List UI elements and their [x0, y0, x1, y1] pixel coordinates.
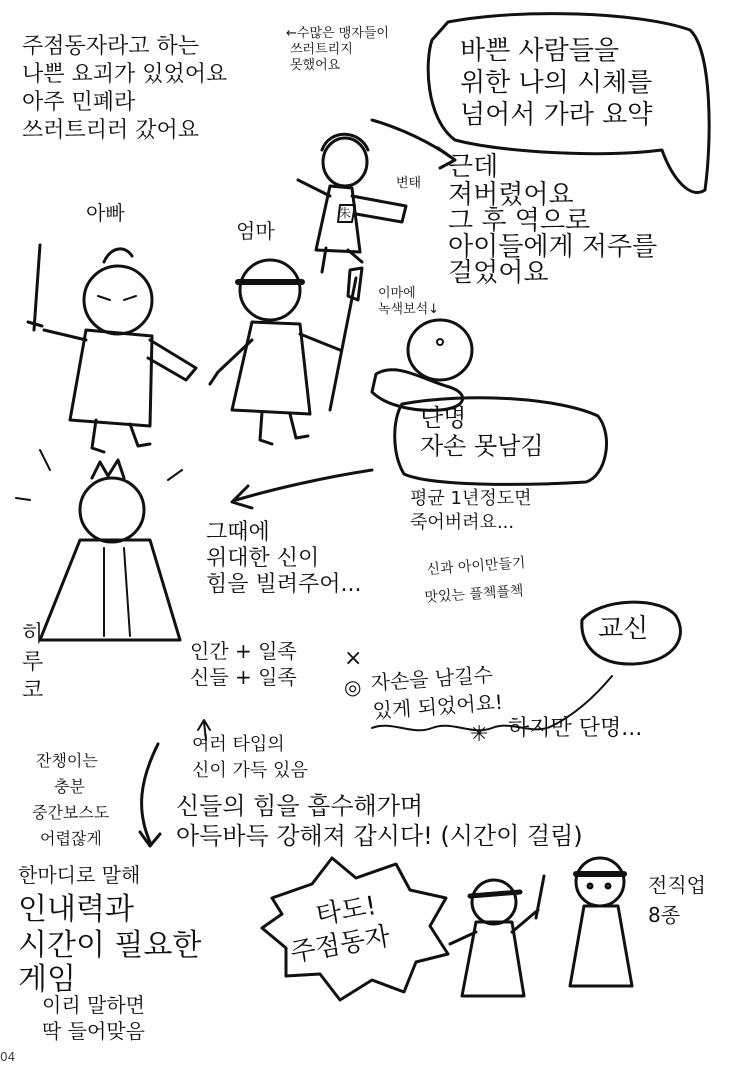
hiruko-char-1: 히 [22, 622, 44, 647]
side-note-line-4: 어렵잖게 [40, 829, 102, 848]
dad-figure [28, 245, 196, 452]
jobs-line-2: 8종 [648, 903, 681, 927]
label-kanji: 朱 [339, 206, 352, 220]
combo-line-1: 인간 + 일족 [190, 639, 297, 663]
label-mom: 엄마 [236, 219, 275, 243]
bubble-top-line-3: 넘어서 가라 요약 [460, 100, 653, 130]
god-help-line-3: 힘을 빌려주어... [206, 572, 362, 597]
combo-line-2: 신들 + 일족 [190, 665, 297, 689]
average-line-2: 죽어버려요... [410, 512, 515, 533]
curse-line-2: 져버렸어요 [448, 180, 574, 210]
demon-figure [298, 134, 406, 272]
bubble-top-line-2: 위한 나의 시체를 [460, 68, 653, 98]
summary-line-4: 게임 [18, 962, 76, 997]
note-many-line-3: 못했어요 [290, 58, 341, 73]
hiruko-char-3: 코 [22, 678, 44, 703]
note-many-line-2: 쓰러트리지 [290, 42, 353, 57]
average-line-1: 평균 1년정도면 [410, 488, 532, 509]
page-number: 04 [0, 1050, 16, 1064]
label-gem-1: 이마에 [378, 286, 416, 301]
side-note-line-2: 충분 [54, 777, 85, 796]
curse-line-5: 걸었어요 [448, 258, 549, 288]
bubble-short-line-1: 단명 [420, 404, 467, 432]
arrow-to-hiruko [232, 470, 372, 508]
side-bracket [140, 744, 160, 846]
side-note-line-3: 중간보스도 [32, 803, 110, 822]
offspring-line-2: 있게 되었어요! [371, 689, 504, 723]
summary-line-3: 시간이 필요한 [18, 928, 202, 963]
mark-x: × [344, 646, 363, 671]
gods-note-line-1: 신과 아이만들기 [426, 555, 526, 578]
side-note-line-1: 잔챙이는 [36, 751, 98, 770]
label-dad: 아빠 [86, 201, 125, 225]
but-short-label: 하지만 단명... [508, 716, 643, 741]
note-many-line-1: ←수많은 맹자들이 [286, 26, 389, 41]
kyoshin-label: 교신 [598, 614, 649, 644]
jobs-line-1: 전직업 [648, 873, 706, 897]
types-line-2: 신이 가득 있음 [192, 760, 308, 781]
ninja-figure [570, 858, 632, 986]
hero-figure [450, 876, 544, 996]
curse-line-1: 근데 [448, 152, 499, 182]
mark-cross: ✳ [470, 722, 489, 747]
summary-line-2: 인내력과 [18, 892, 134, 927]
types-line-1: 여러 타입의 [192, 734, 285, 755]
intro-line-1: 주점동자라고 하는 [22, 34, 200, 59]
summary-line-5: 이리 말하면 [42, 993, 145, 1017]
summary-line-1: 한마디로 말해 [18, 863, 141, 887]
absorb-line-2: 아득바득 강해져 갑시다! (시간이 걸림) [176, 822, 583, 850]
bubble-short-line-2: 자손 못남김 [420, 432, 544, 460]
intro-line-4: 쓰러트리러 갔어요 [22, 118, 200, 143]
curse-line-3: 그 후 역으로 [448, 206, 591, 236]
label-pervert: 변태 [396, 176, 422, 191]
mark-circle: ◎ [344, 675, 362, 699]
intro-line-3: 아주 민폐라 [22, 90, 136, 115]
summary-line-6: 딱 들어맞음 [42, 1019, 145, 1043]
god-help-line-1: 그때에 [206, 520, 270, 545]
god-help-line-2: 위대한 신이 [206, 546, 320, 571]
curse-line-4: 아이들에게 저주를 [448, 232, 658, 262]
intro-line-2: 나쁜 요괴가 있었어요 [22, 62, 228, 87]
burst-line-2: 주점동자 [288, 921, 393, 969]
absorb-line-1: 신들의 힘을 흡수해가며 [176, 792, 424, 820]
bubble-top-line-1: 바쁜 사람들을 [460, 36, 619, 66]
hiruko-char-2: 루 [22, 650, 44, 675]
burst-line-1: 타도! [313, 890, 379, 932]
label-gem-2: 녹색보석↓ [378, 302, 440, 317]
hiruko-figure [16, 450, 182, 640]
gods-note-line-2: 맛있는 플첵플첵 [424, 583, 524, 606]
mom-figure [210, 260, 362, 444]
offspring-line-1: 자손을 남길수 [369, 662, 494, 695]
